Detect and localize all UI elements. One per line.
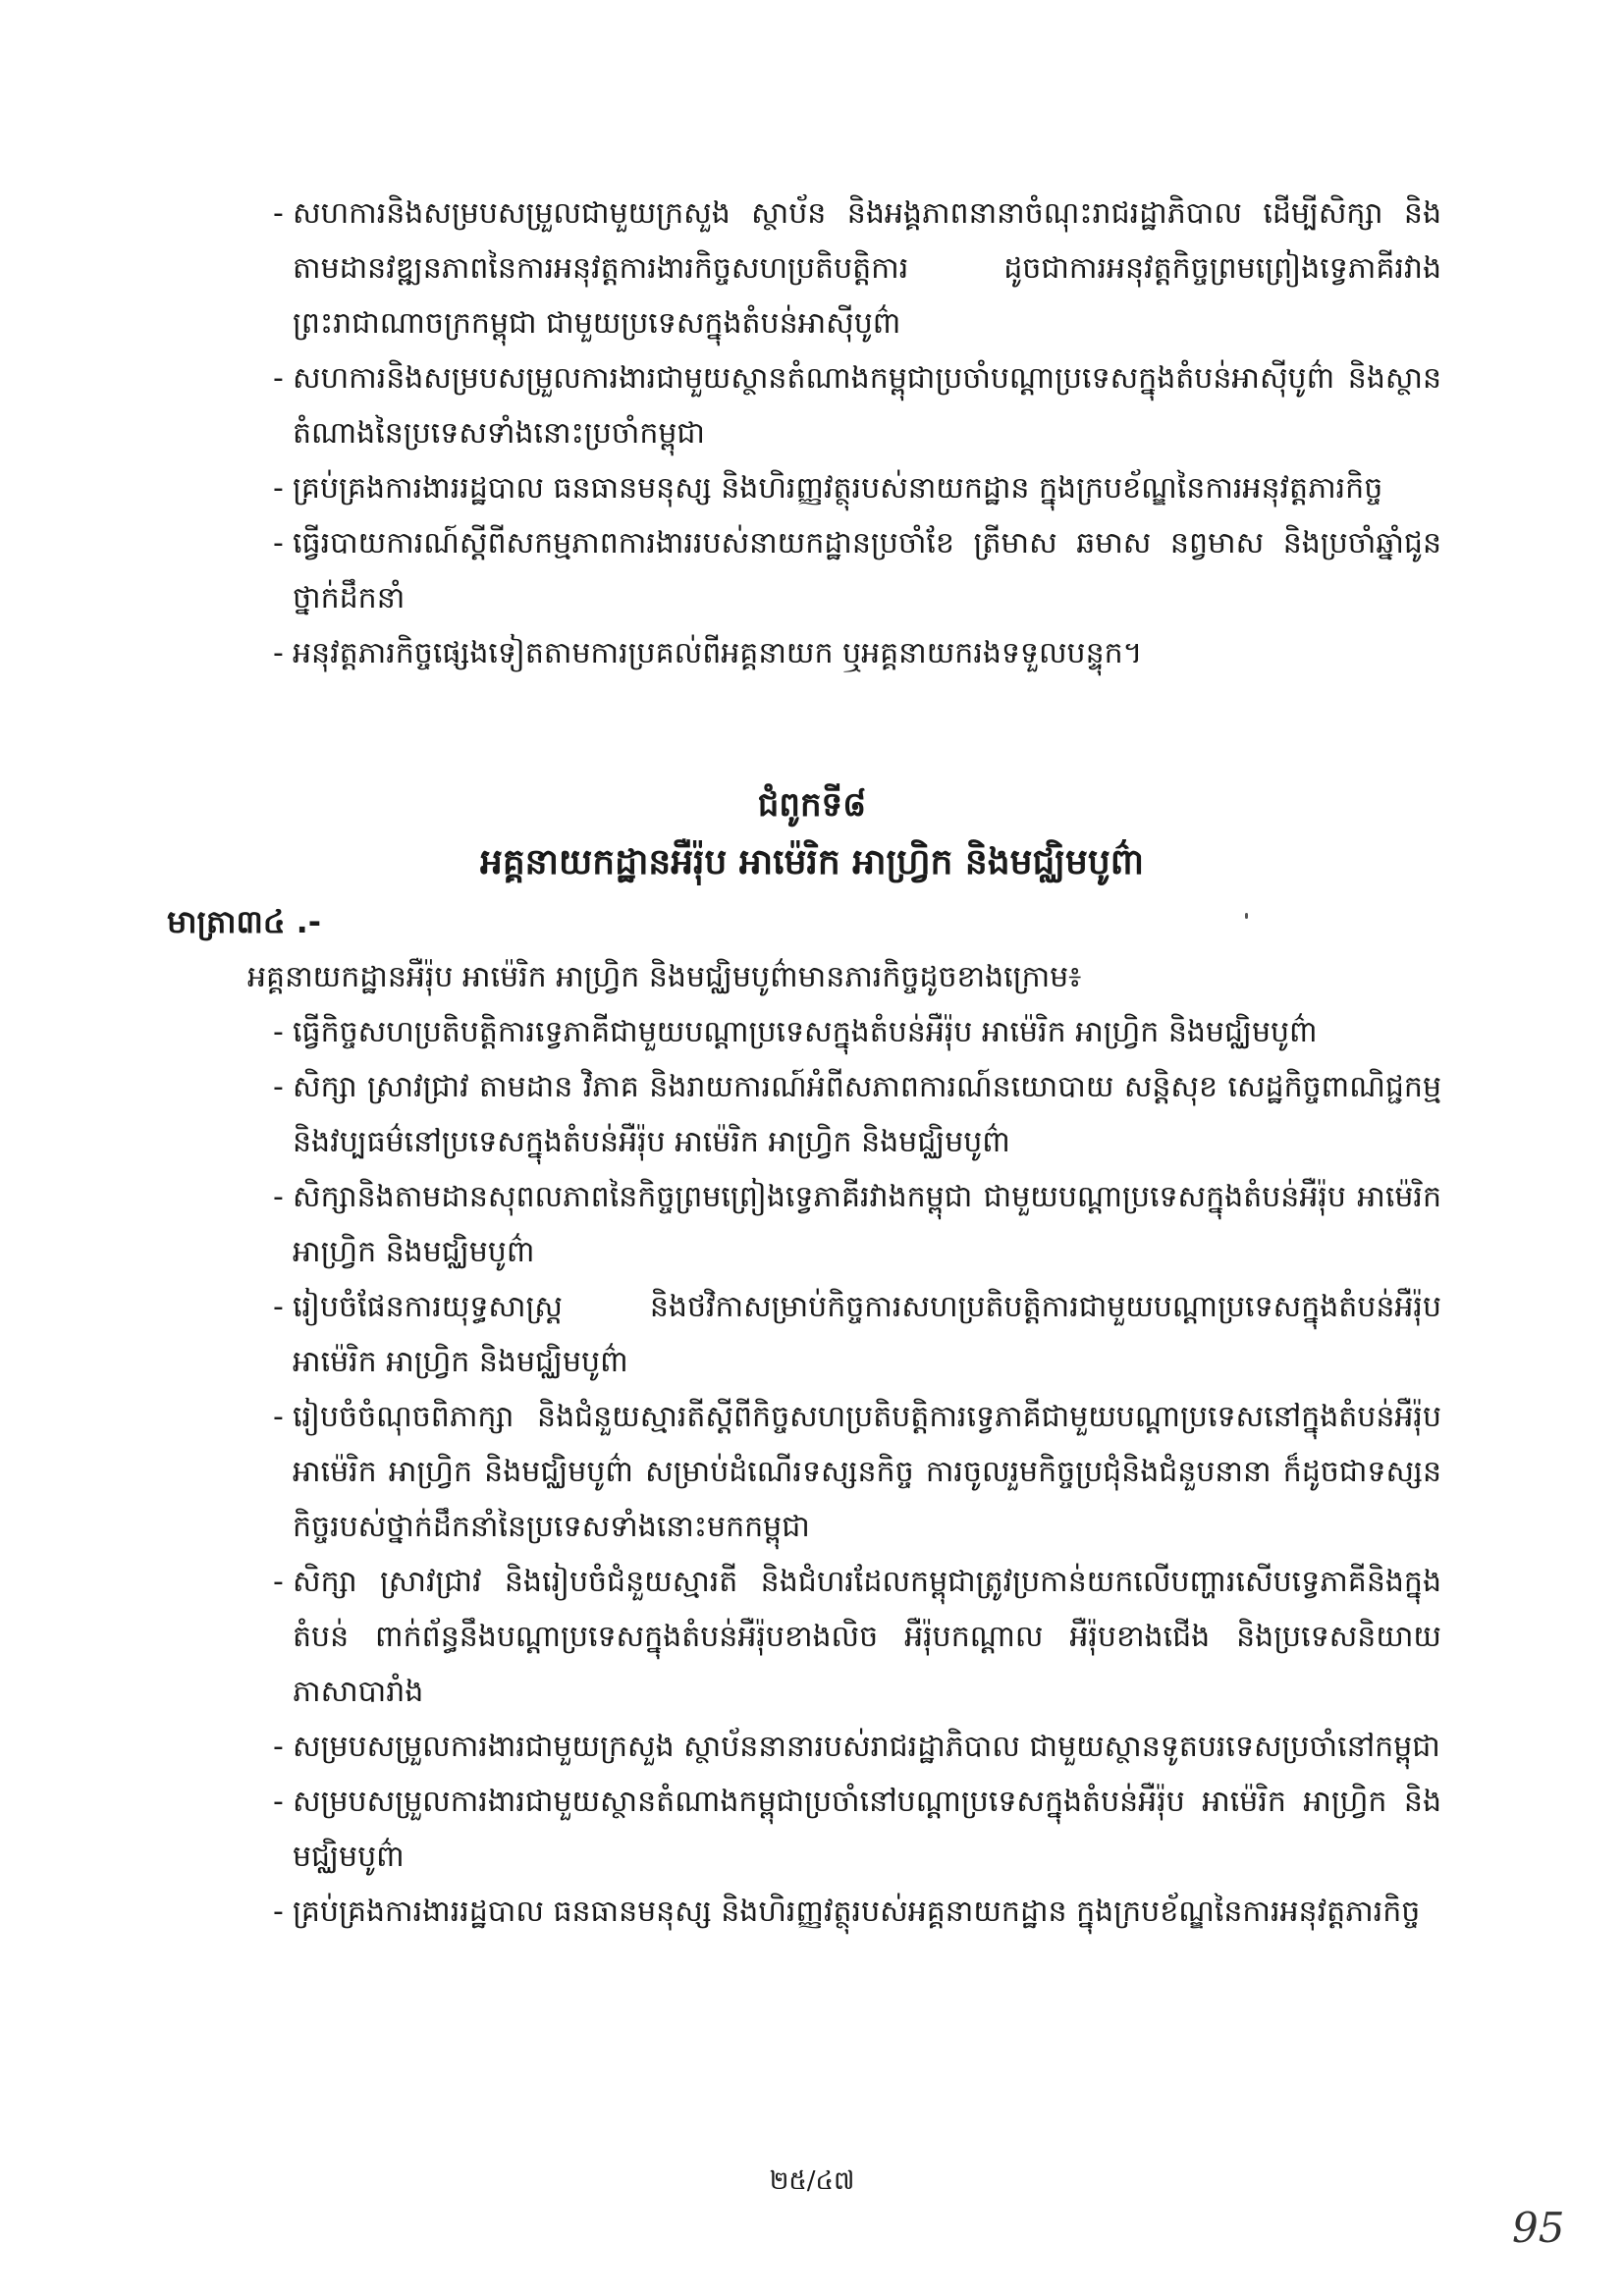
list-item: [273, 187, 1441, 351]
list-item-text: គ្រប់គ្រងការងាររដ្ឋបាល ធនធានមនុស្ស និងហិរញ្ញវត្ថុរបស់អគ្គនាយកដ្ឋាន ក្នុងក្របខ័ណ្ឌនៃការអនុវត្តភារកិច្ច: [293, 1895, 1421, 1929]
list-item: [273, 1885, 1441, 1940]
list-bullet: -: [273, 1565, 284, 1599]
list-item-text: សិក្សានិងតាមដានសុពលភាពនៃកិច្ចព្រមព្រៀងទ្វេភាគីរវាងកម្ពុជា ជាមួយបណ្តាប្រទេសក្នុងតំបន់អឺរ៉ុប អាម៉េរិក អាហ្វ្រិក និងមជ្ឈិមបូព៌ា: [293, 1180, 1441, 1269]
list-item-text: រៀបចំផែនការយុទ្ធសាស្ត្រ និងថវិកាសម្រាប់កិច្ចការសហប្រតិបត្តិការជាមួយបណ្តាប្រទេសក្នុងតំបន់អឺរ៉ុប អាម៉េរិក អាហ្វ្រិក និងមជ្ឈិមបូព៌ា: [293, 1290, 1441, 1379]
list-bullet: -: [273, 636, 284, 670]
list-bullet: -: [273, 196, 284, 231]
list-item: [273, 1775, 1441, 1885]
list-item: [273, 1060, 1441, 1170]
list-item-text: អនុវត្តភារកិច្ចផ្សេងទៀតតាមការប្រគល់ពីអគ្គនាយក ឬអគ្គនាយករងទទួលបន្ទុក។: [293, 636, 1143, 670]
article-label: មាត្រា៣៤ .-: [167, 903, 322, 940]
list-item-text: សិក្សា ស្រាវជ្រាវ និងរៀបចំជំនួយស្មារតី និងជំហរដែលកម្ពុជាត្រូវប្រកាន់យកលើបញ្ហារសើបទ្វេភាគីនិងក្នុងតំបន់ ពាក់ព័ន្ធនឹងបណ្តាប្រទេសក្នុងតំបន់អឺរ៉ុបខាងលិច អឺរ៉ុបកណ្តាល អឺរ៉ុបខាងជើង និងប្រទេសនិយាយភាសាបារាំង: [293, 1565, 1441, 1709]
list-item-text: សម្របសម្រួលការងារជាមួយក្រសួង ស្ថាប័ននានារបស់រាជរដ្ឋាភិបាល ជាមួយស្ថានទូតបរទេសប្រចាំនៅកម្ពុជា: [293, 1730, 1440, 1764]
chapter-heading: ជំពូកទី៨: [757, 785, 867, 825]
list-item: [273, 1555, 1441, 1720]
article-intro: អគ្គនាយកដ្ឋានអឺរ៉ុប អាម៉េរិក អាហ្វ្រិក និងមជ្ឈិមបូព៌ាមានភារកិច្ចដូចខាងក្រោម៖: [247, 960, 1082, 994]
handwritten-page-mark: 95: [1512, 2204, 1565, 2252]
page-number: ២៥/៤៧: [769, 2166, 855, 2196]
list-bullet: -: [273, 1895, 284, 1929]
list-bullet: -: [273, 1180, 284, 1214]
list-bullet: -: [273, 361, 284, 396]
list-item-text: សម្របសម្រួលការងារជាមួយស្ថានតំណាងកម្ពុជាប្រចាំនៅបណ្តាប្រទេសក្នុងតំបន់អឺរ៉ុប អាម៉េរិក អាហ្វ្រិក និងមជ្ឈិមបូព៌ា: [293, 1785, 1441, 1874]
list-item: [273, 1280, 1441, 1390]
list-bullet: -: [273, 1400, 284, 1434]
list-bullet: -: [273, 1070, 284, 1104]
list-item-text: សហការនិងសម្របសម្រួលការងារជាមួយស្ថានតំណាងកម្ពុជាប្រចាំបណ្តាប្រទេសក្នុងតំបន់អាស៊ីបូព៌ា និងស្ថានតំណាងនៃប្រទេសទាំងនោះប្រចាំកម្ពុជា: [293, 361, 1441, 451]
list-item-text: ធ្វើរបាយការណ៍ស្តីពីសកម្មភាពការងាររបស់នាយកដ្ឋានប្រចាំខែ ត្រីមាស ឆមាស នព្វមាស និងប្រចាំឆ្នាំជូនថ្នាក់ដឹកនាំ: [293, 526, 1441, 615]
list-bullet: -: [273, 1290, 284, 1324]
list-bullet: -: [273, 471, 284, 506]
list-item-text: រៀបចំចំណុចពិភាក្សា និងជំនួយស្មារតីស្តីពីកិច្ចសហប្រតិបត្តិការទ្វេភាគីជាមួយបណ្តាប្រទេសនៅក្នុងតំបន់អឺរ៉ុប អាម៉េរិក អាហ្វ្រិក និងមជ្ឈិមបូព៌ា សម្រាប់ដំណើរទស្សនកិច្ច ការចូលរួមកិច្ចប្រជុំនិងជំនួបនានា ក៏ដូចជាទស្សនកិច្ចរបស់ថ្នាក់ដឹកនាំនៃប្រទេសទាំងនោះមកកម្ពុជា: [293, 1400, 1441, 1544]
list-item: [273, 1390, 1441, 1555]
duties-list-continued: [273, 187, 1441, 681]
list-bullet: -: [273, 1730, 284, 1764]
list-item: [273, 461, 1441, 516]
list-item-text: គ្រប់គ្រងការងាររដ្ឋបាល ធនធានមនុស្ស និងហិរញ្ញវត្ថុរបស់នាយកដ្ឋាន ក្នុងក្របខ័ណ្ឌនៃការអនុវត្តភារកិច្ច: [293, 471, 1383, 506]
list-bullet: -: [273, 1785, 284, 1819]
list-item: [273, 516, 1441, 626]
list-item: [273, 1720, 1441, 1775]
list-item: [273, 626, 1441, 681]
scan-speck: [1245, 913, 1248, 919]
list-item-text: សិក្សា ស្រាវជ្រាវ តាមដាន វិភាគ និងរាយការណ៍អំពីសភាពការណ៍នយោបាយ សន្តិសុខ សេដ្ឋកិច្ចពាណិជ្ជកម្ម និងវប្បធម៌នៅប្រទេសក្នុងតំបន់អឺរ៉ុប អាម៉េរិក អាហ្វ្រិក និងមជ្ឈិមបូព៌ា: [293, 1070, 1441, 1159]
list-bullet: -: [273, 1015, 284, 1049]
list-item-text: ធ្វើកិច្ចសហប្រតិបត្តិការទ្វេភាគីជាមួយបណ្តាប្រទេសក្នុងតំបន់អឺរ៉ុប អាម៉េរិក អាហ្វ្រិក និងមជ្ឈិមបូព៌ា: [293, 1015, 1318, 1049]
duties-list: [273, 1005, 1441, 1940]
list-item: [273, 351, 1441, 461]
department-heading: អគ្គនាយកដ្ឋានអឺរ៉ុប អាម៉េរិក អាហ្វ្រិក និងមជ្ឈិមបូព៌ា: [479, 842, 1145, 882]
list-item: [273, 1005, 1441, 1060]
list-item: [273, 1170, 1441, 1280]
list-item-text: សហការនិងសម្របសម្រួលជាមួយក្រសួង ស្ថាប័ន និងអង្គភាពនានាចំណុះរាជរដ្ឋាភិបាល ដើម្បីសិក្សា និងតាមដានវឌ្ឍនភាពនៃការអនុវត្តការងារកិច្ចសហប្រតិបត្តិការ ដូចជាការអនុវត្តកិច្ចព្រមព្រៀងទ្វេភាគីរវាងព្រះរាជាណាចក្រកម្ពុជា ជាមួយប្រទេសក្នុងតំបន់អាស៊ីបូព៌ា: [293, 196, 1441, 341]
list-bullet: -: [273, 526, 284, 561]
